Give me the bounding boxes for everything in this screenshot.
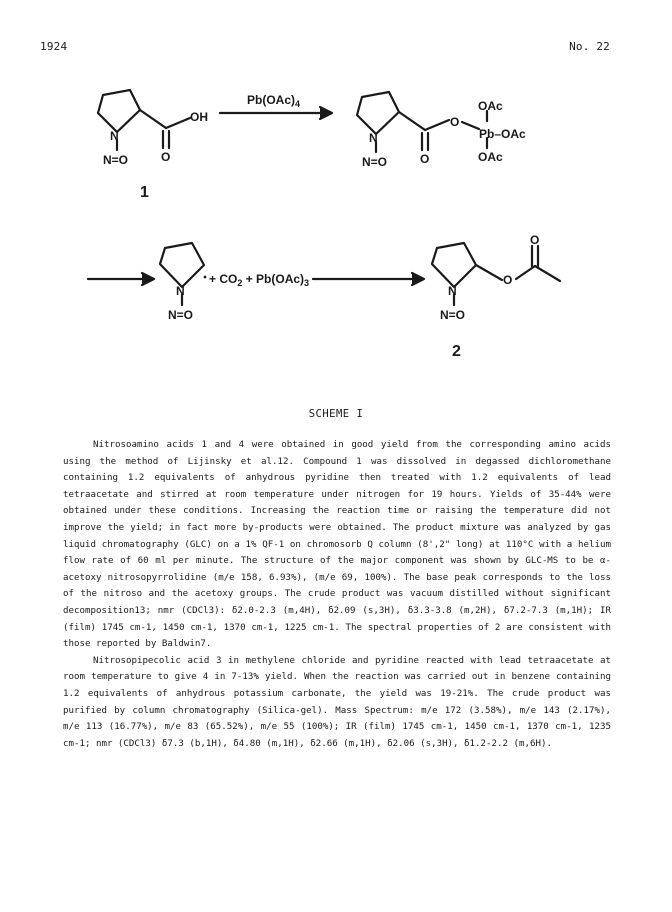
reaction-scheme xyxy=(0,60,672,400)
ester-oxygen: O xyxy=(450,115,460,129)
paragraph: Nitrosopipecolic acid 3 in methylene chloride and pyridine reacted with lead tetraacetate at room temperature to give 4 in 7-13% yield. When the reaction was carried out in benzene containing 1.2 equivalents of anhydrous potassium carbonate, the yield was 19-21%. The crude product was purified by column chromatography (Silica-gel). Mass Spectrum: m/e 172 (3.58%), m/e 143 (2.17%), m/e 113 (16.77%), m/e 83 (65.52%), m/e 55 (100%); IR (film) 1745 cm-1, 1450 cm-1, 1370 cm-1, 1235 cm-1; nmr (CDCl3) δ7.3 (b,1H), δ4.80 (m,1H), δ2.66 (m,1H), δ2.06 (s,3H), δ1.2-2.2 (m,6H). xyxy=(63,655,611,749)
atom-n: N xyxy=(110,129,119,143)
atom-n: N xyxy=(369,131,378,145)
issue-number: No. 22 xyxy=(569,40,610,53)
page-number: 1924 xyxy=(40,40,68,53)
lead-acetate: Pb–OAc xyxy=(479,127,526,141)
nitroso-group: N=O xyxy=(362,155,388,169)
nitroso-group: N=O xyxy=(168,308,194,322)
nitroso-group: N=O xyxy=(440,308,466,322)
carbonyl-oxygen: O xyxy=(161,150,171,164)
article-body xyxy=(63,437,611,752)
acetate-lower: OAc xyxy=(478,150,503,164)
radical-dot xyxy=(204,276,207,279)
paragraph: Nitrosoamino acids 1 and 4 were obtained in good yield from the corresponding amino acids using the method of Lijinsky et al.12. Compound 1 was dissolved in degassed dichloromethane containing 1.2 equivalents of anhydrous pyridine then treated with 1.2 equivalents of lead tetraacetate and stirred at room temperature under nitrogen for 19 hours. Yields of 35-44% were obtained under these conditions. Increasing the reaction time or raising the temperature did not improve the yield; in fact more by-products were obtained. The product mixture was analyzed by gas liquid chromatography (GLC) on a 1% QF-1 on chromosorb Q column (8',2" long) at 110°C with a helium flow rate of 60 ml per minute. The structure of the major component was shown by GLC-MS to be α-acetoxy nitrosopyrrolidine (m/e 158, 6.93%), (m/e 69, 100%). The base peak corresponds to the loss of the nitroso and the acetoxy groups. The crude product was vacuum distilled without significant decomposition13; nmr (CDCl3): δ2.0-2.3 (m,4H), δ2.09 (s,3H), δ3.3-3.8 (m,2H), δ7.2-7.3 (m,1H); IR (film) 1745 cm-1, 1450 cm-1, 1370 cm-1, 1225 cm-1. The spectral properties of 2 are consistent with those reported by Baldwin7. xyxy=(63,440,611,650)
byproducts-label: + $CO_2 + Pb(OAc)_3$ xyxy=(209,272,310,288)
compound-2-label: 2 xyxy=(452,343,461,360)
atom-n: N xyxy=(448,284,457,298)
compound-1-label: 1 xyxy=(140,184,149,201)
carbonyl-oxygen: O xyxy=(420,152,430,166)
atom-n: N xyxy=(176,284,185,298)
scheme-caption: SCHEME I xyxy=(308,408,364,420)
reagent-label: $Pb(OAc)_4$ xyxy=(247,93,301,109)
nitroso-group: N=O xyxy=(103,153,129,167)
acetate-upper: OAc xyxy=(478,99,503,113)
ester-oxygen: O xyxy=(503,273,513,287)
carbonyl-oxygen: O xyxy=(530,233,540,247)
hydroxyl-group: OH xyxy=(190,110,208,124)
